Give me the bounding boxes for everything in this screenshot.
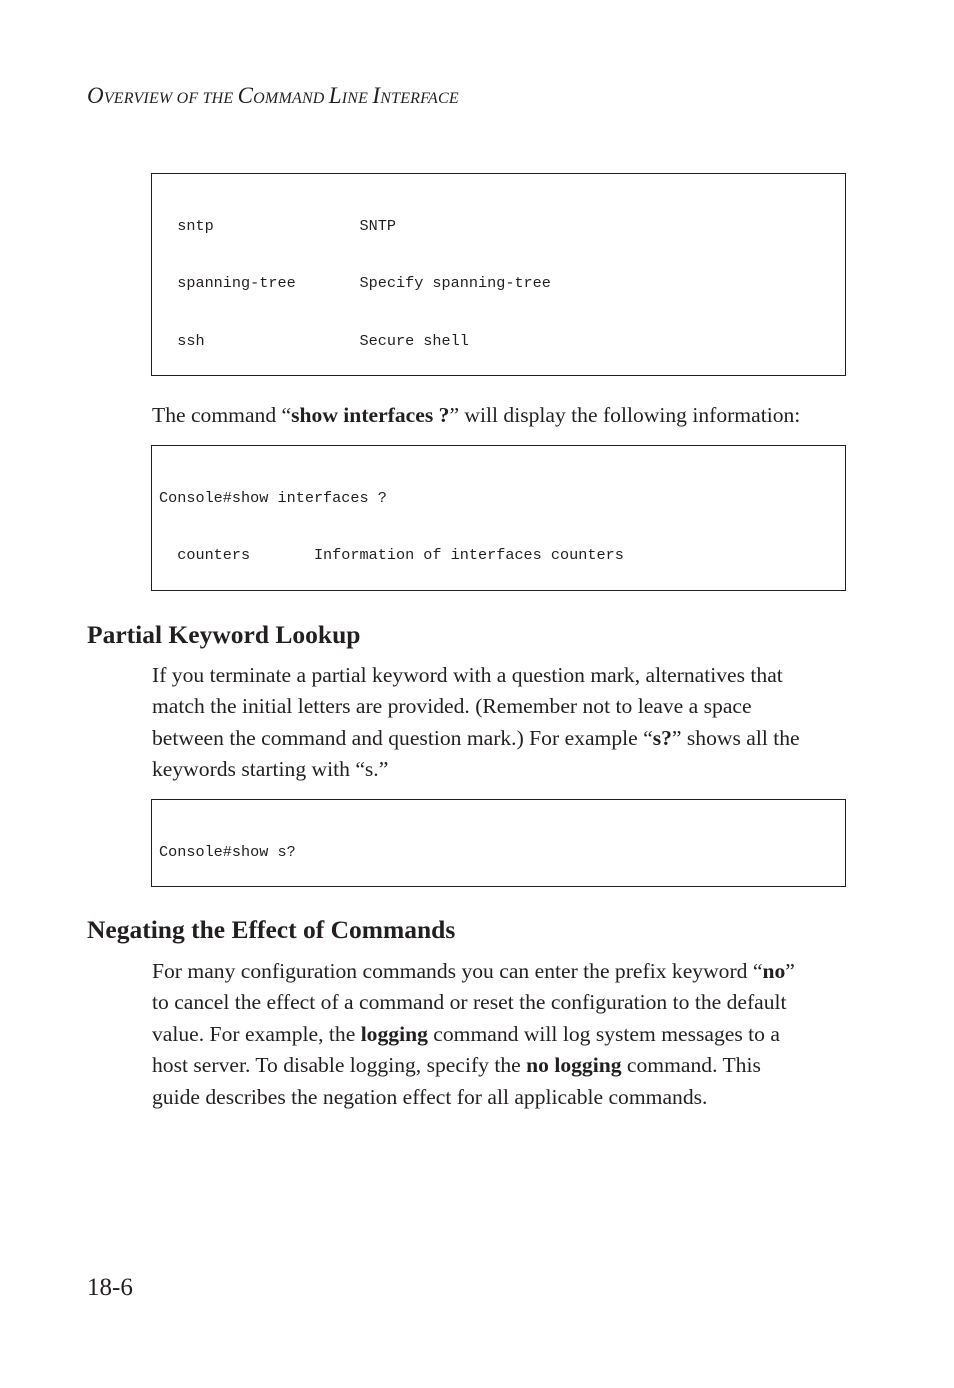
command-keyword: show interfaces ? [291, 403, 450, 427]
code-block-show-s [151, 799, 846, 887]
paragraph-line: keywords starting with “s.” [152, 757, 389, 782]
paragraph-line: match the initial letters are provided. (Remember not to leave a space [152, 694, 752, 719]
intro-paragraph: The command “show interfaces ?” will display the following information: [152, 403, 801, 427]
paragraph-line: host server. To disable logging, specify the no logging command. This [152, 1053, 761, 1078]
command-keyword: no logging [526, 1053, 622, 1078]
code-block-show-interfaces [151, 445, 846, 591]
paragraph-line: guide describes the negation effect for all applicable commands. [152, 1084, 708, 1109]
section-heading-partial-keyword: Partial Keyword Lookup [87, 620, 361, 649]
section-heading-negating-commands: Negating the Effect of Commands [87, 915, 456, 944]
running-head-part: LINE [328, 83, 373, 108]
running-head-part: OVERVIEW OF THE [87, 83, 238, 108]
running-head [87, 83, 459, 109]
code-line: sntp SNTP [159, 216, 396, 235]
paragraph-line: to cancel the effect of a command or reset the configuration to the default [152, 990, 787, 1015]
code-block-show-commands [151, 173, 846, 376]
command-keyword: no [762, 959, 786, 983]
code-line: ssh Secure shell [159, 332, 469, 351]
running-head-part: INTERFACE [372, 83, 459, 108]
page-number: 18-6 [87, 1274, 133, 1301]
code-line: counters Information of interfaces counters [159, 546, 624, 565]
code-line: Console#show s? [159, 842, 296, 861]
command-keyword: logging [360, 1021, 428, 1046]
code-line: spanning-tree Specify spanning-tree [159, 274, 551, 293]
negating-paragraph [152, 956, 852, 1113]
code-line: Console#show interfaces ? [159, 488, 387, 507]
paragraph-line: If you terminate a partial keyword with a question mark, alternatives that [152, 663, 783, 687]
paragraph-line: between the command and question mark.) For example “s?” shows all the [152, 725, 800, 750]
paragraph-line: value. For example, the logging command will log system messages to a [152, 1021, 780, 1046]
partial-keyword-paragraph [152, 660, 852, 786]
command-keyword: s? [652, 725, 672, 750]
running-head-part: COMMAND [237, 83, 329, 108]
paragraph-line: For many configuration commands you can enter the prefix keyword “no” [152, 959, 795, 983]
